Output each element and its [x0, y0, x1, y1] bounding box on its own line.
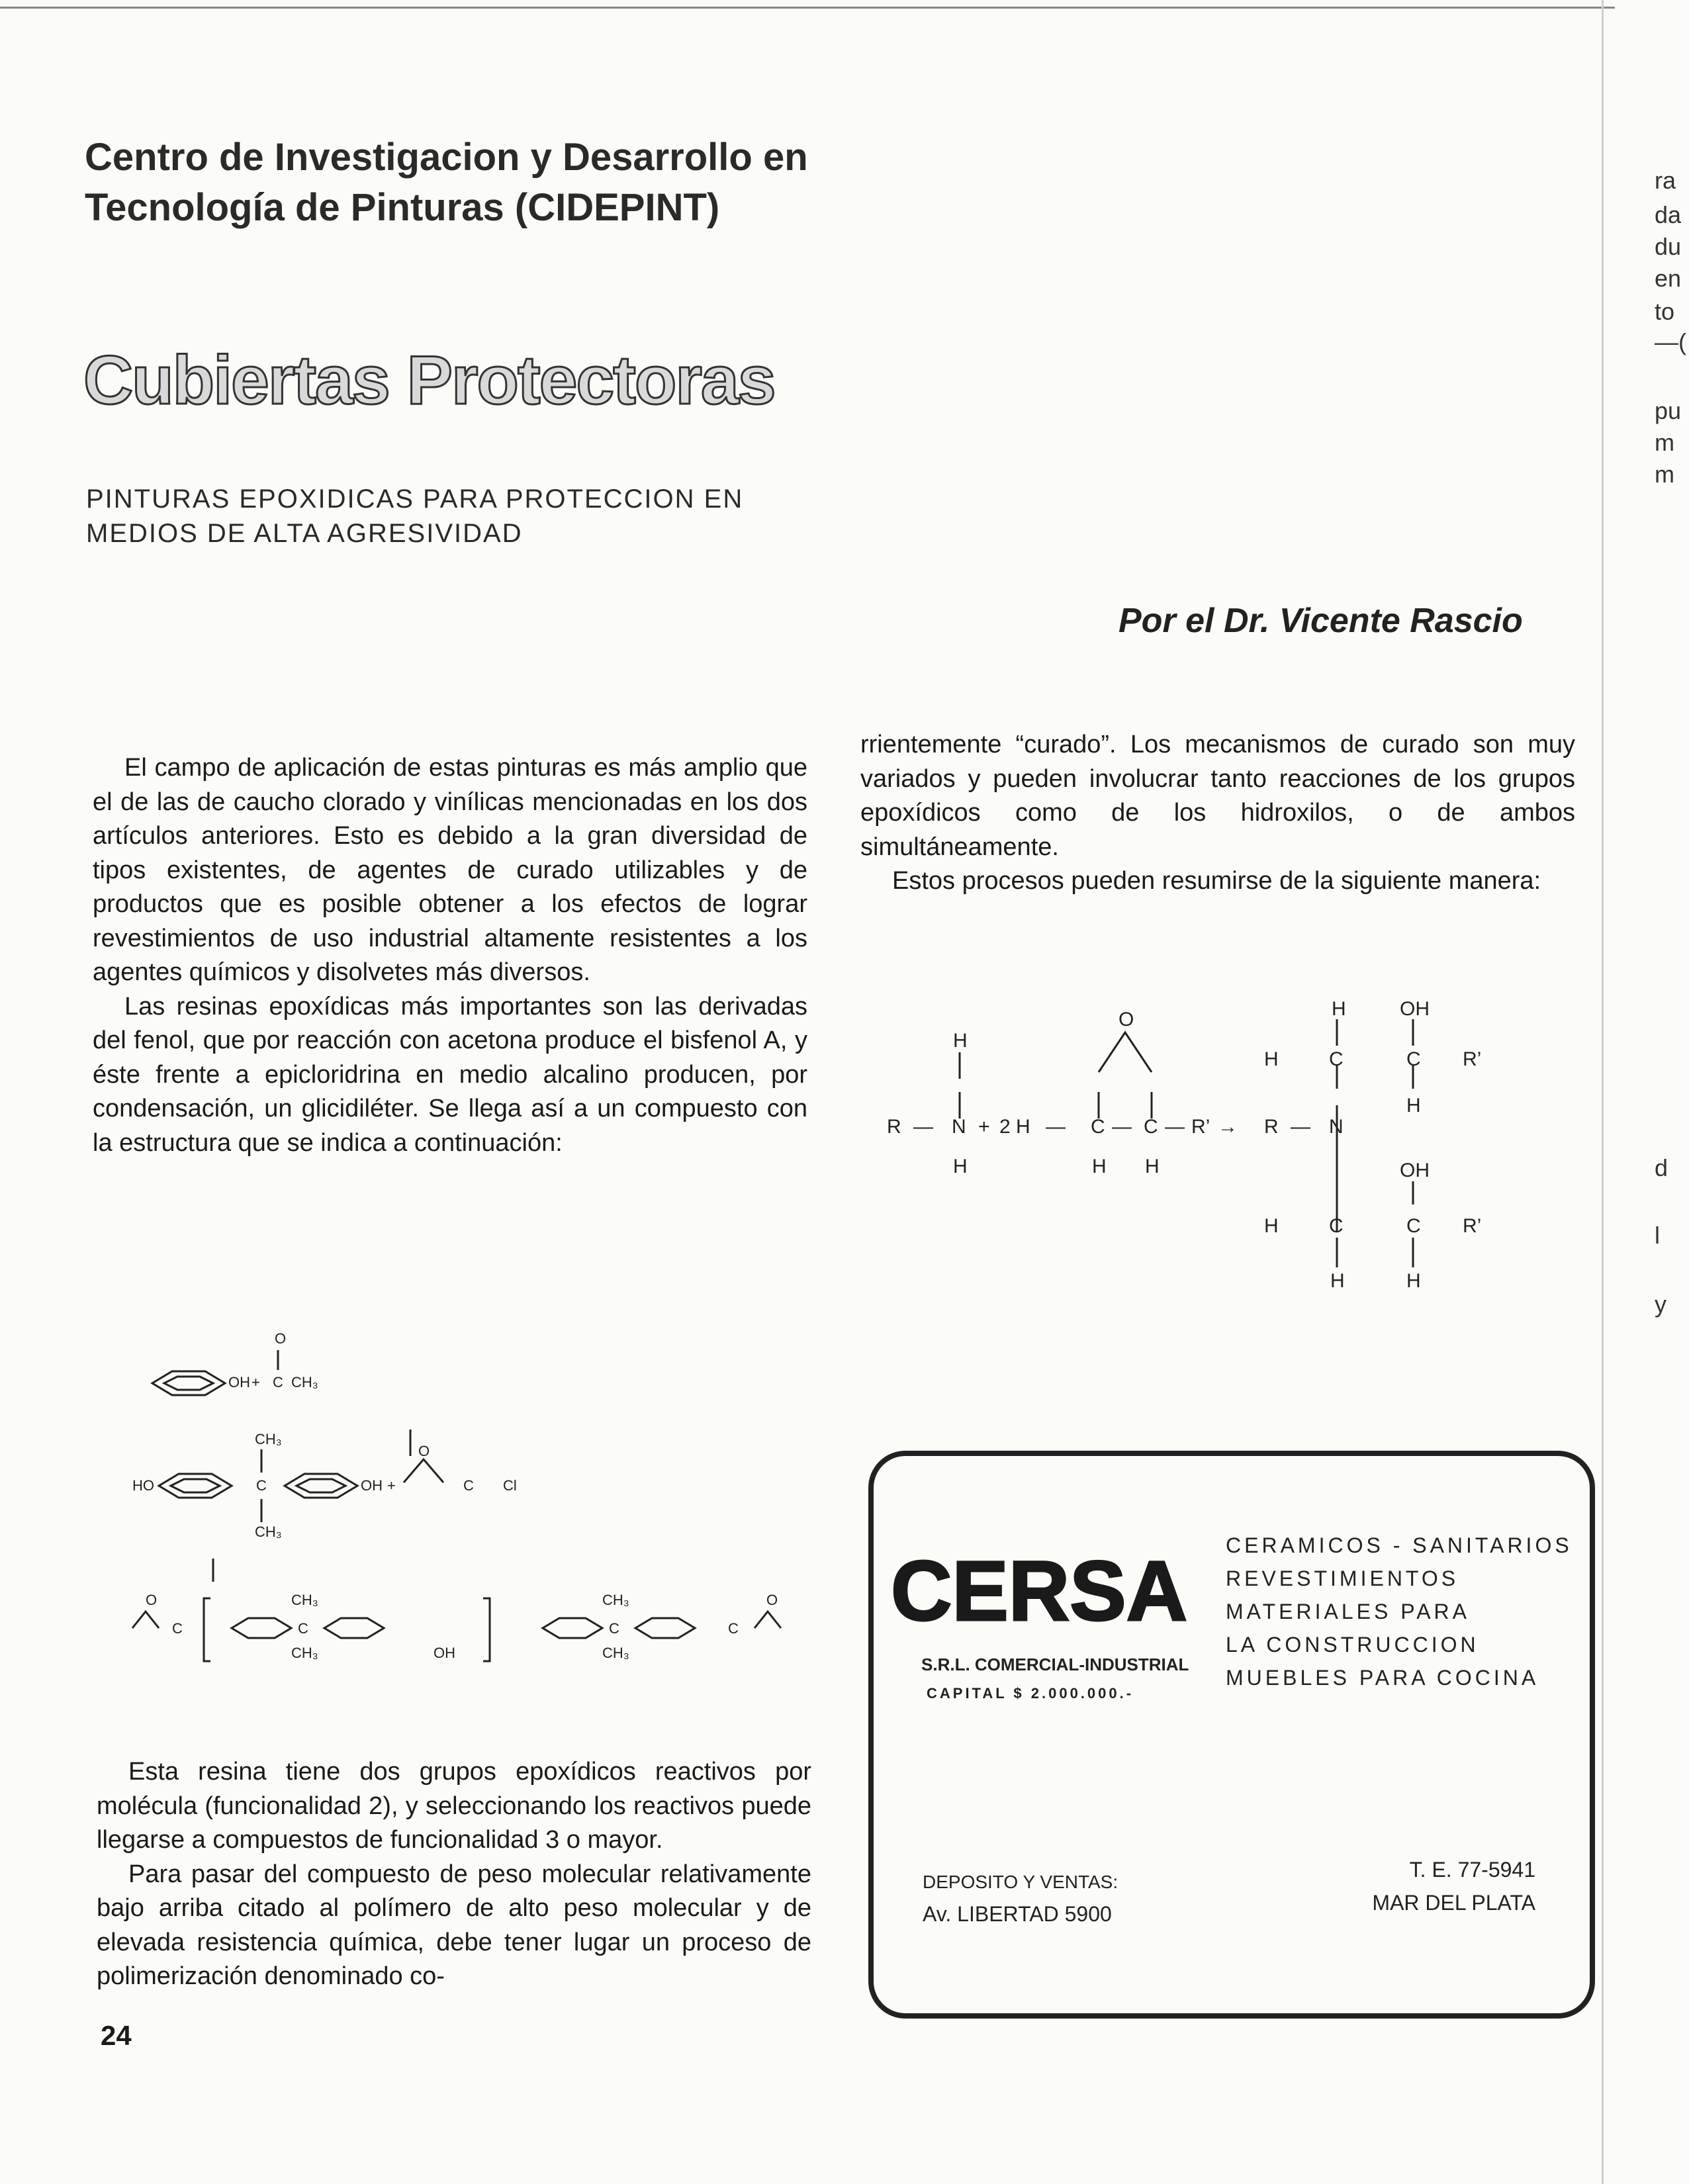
paragraph: Esta resina tiene dos grupos epoxídicos reactivos por molécula (funcionalidad 2), y seleccionando los reactivos puede llegarse a compuestos de funcionalidad 3 o mayor. [97, 1758, 811, 1854]
bisphenol-reaction-diagram [132, 1324, 834, 1694]
chem-label: → [1218, 1116, 1238, 1138]
paragraph: Las resinas epoxídicas más importantes son las derivadas del fenol, que por reacción con acetona produce el bisfenol A, y éste frente a epicloridrina en medio alcalino producen, por condensación, un glicidiléter. Se llega así a un compuesto con la estructura que se indica a continuación: [93, 992, 807, 1157]
article-subtitle [86, 482, 743, 551]
ad-city: MAR DEL PLATA [1372, 1891, 1535, 1915]
chem-label: C [256, 1477, 267, 1494]
chem-label: R’ [1191, 1116, 1210, 1138]
chem-label: — [1291, 1116, 1310, 1138]
page-edge [1602, 0, 1604, 2184]
paragraph: El campo de aplicación de estas pinturas es más amplio que el de las de caucho clorado y vinílicas mencionadas en los dos artículos anteriores. Esto es debido a la gran diversidad de tipos existentes, de agentes de curado utilizables y de productos que es posible obtener a los efectos de lograr revestimientos de uso industrial altamente resistentes a los agentes químicos y disolvetes más diversos. [93, 754, 807, 986]
ad-line: REVESTIMIENTOS [1226, 1567, 1459, 1590]
chem-label: + [251, 1374, 260, 1390]
ad-address-block [923, 1866, 1118, 1930]
chem-label: R’ [1463, 1048, 1482, 1070]
top-rule [0, 0, 1615, 9]
body-column-left-bottom [97, 1755, 811, 1994]
chem-label: N [1329, 1116, 1344, 1138]
ad-line: MATERIALES PARA [1226, 1600, 1470, 1623]
chem-label: + [978, 1116, 990, 1138]
chem-label: C [1329, 1215, 1344, 1237]
chem-label: HO [132, 1477, 154, 1494]
chem-label: N [952, 1116, 966, 1138]
benzene-ring [324, 1618, 384, 1638]
ad-services [1226, 1529, 1573, 1694]
margin-fragment: y [1655, 1291, 1666, 1318]
chem-label: 2 H [999, 1116, 1030, 1138]
margin-fragment: —( [1655, 328, 1686, 355]
chem-label: R [1264, 1116, 1279, 1138]
chem-label: H [953, 1030, 968, 1052]
chem-label: H [1092, 1156, 1107, 1177]
paragraph: rrientemente “curado”. Los mecanismos de curado son muy variados y pueden involucrar tanto reacciones de los grupos epoxídicos como de los hidroxilos, o de ambos simultáneamente. [860, 731, 1575, 861]
margin-fragment: d [1655, 1154, 1668, 1181]
chem-label: CH₃ [602, 1645, 629, 1661]
chem-label: C [1406, 1048, 1421, 1070]
ad-contact-block [1337, 1853, 1535, 1919]
chem-label: O [1118, 1009, 1134, 1030]
ad-line: MUEBLES PARA COCINA [1226, 1666, 1539, 1690]
chem-label: C [298, 1620, 308, 1637]
chem-label: C [463, 1477, 474, 1494]
body-column-left-top [93, 751, 807, 1160]
subtitle-line-1: PINTURAS EPOXIDICAS PARA PROTECCION EN [86, 484, 744, 514]
ad-line: CERAMICOS - SANITARIOS [1226, 1533, 1573, 1557]
chem-label: C [1144, 1116, 1158, 1138]
benzene-ring [232, 1618, 291, 1638]
chem-label: — [1046, 1116, 1066, 1138]
margin-fragment: m [1655, 429, 1674, 456]
chem-label: H [953, 1156, 968, 1177]
ad-deposito: DEPOSITO Y VENTAS: [923, 1872, 1118, 1892]
logo-text: CERSA [890, 1544, 1188, 1639]
margin-fragment: en [1655, 265, 1682, 292]
chem-label: O [766, 1592, 778, 1608]
chem-label: CH₃ [255, 1431, 282, 1447]
chem-label: C [273, 1374, 283, 1390]
ad-phone: T. E. 77-5941 [1409, 1858, 1535, 1882]
margin-fragment: pu [1655, 397, 1682, 424]
chem-label: H [1406, 1270, 1421, 1292]
chem-label: H [1330, 1270, 1345, 1292]
header-line-2: Tecnología de Pinturas (CIDEPINT) [85, 186, 720, 229]
margin-fragment: da [1655, 201, 1682, 228]
page-title: Cubiertas Protectoras [83, 342, 775, 419]
chem-label: R’ [1463, 1215, 1482, 1237]
chem-label: CH₃ [291, 1645, 318, 1661]
section-header [85, 132, 808, 233]
margin-fragment: l [1655, 1222, 1660, 1249]
chem-label: C [1091, 1116, 1105, 1138]
chem-label: C [609, 1620, 619, 1637]
ad-company-type: S.R.L. COMERCIAL-INDUSTRIAL [921, 1655, 1189, 1674]
chem-label: H [1264, 1215, 1279, 1237]
margin-fragment: m [1655, 461, 1674, 488]
chem-label: + [387, 1477, 396, 1494]
chem-label: OH [1400, 1160, 1430, 1181]
benzene-ring [543, 1618, 602, 1638]
chem-label: C [1329, 1048, 1344, 1070]
chem-label: OH [434, 1645, 455, 1661]
chem-label: CH₃ [602, 1592, 629, 1608]
page-number: 24 [101, 2020, 132, 2051]
ad-capital: CAPITAL $ 2.000.000.- [927, 1685, 1134, 1702]
margin-fragment: to [1655, 298, 1675, 325]
chem-label: H [1264, 1048, 1279, 1070]
body-column-right [860, 728, 1575, 899]
chem-label: — [1112, 1116, 1132, 1138]
chem-label: — [1165, 1116, 1185, 1138]
chem-label: Cl [503, 1477, 517, 1494]
curing-reaction-diagram [887, 998, 1522, 1310]
chem-label: R [887, 1116, 901, 1138]
chem-label: OH [228, 1374, 250, 1390]
subtitle-line-2: MEDIOS DE ALTA AGRESIVIDAD [86, 519, 523, 548]
cersa-logo [890, 1542, 1188, 1639]
chem-label: C [1406, 1215, 1421, 1237]
chem-label: CH₃ [291, 1592, 318, 1608]
chem-label: O [146, 1592, 158, 1608]
chem-label: H [1145, 1156, 1160, 1177]
chem-label: C [172, 1620, 183, 1637]
chem-label: O [275, 1330, 287, 1347]
margin-fragment: ra [1655, 167, 1676, 194]
ad-line: LA CONSTRUCCION [1226, 1633, 1479, 1657]
chem-label: — [913, 1116, 933, 1138]
chem-label: H [1406, 1095, 1421, 1116]
paragraph: Estos procesos pueden resumirse de la siguiente manera: [892, 867, 1541, 895]
header-line-1: Centro de Investigacion y Desarrollo en [85, 136, 808, 179]
chem-label: CH₃ [255, 1524, 282, 1540]
chem-label: CH₃ [291, 1374, 318, 1390]
chem-label: C [728, 1620, 739, 1637]
benzene-ring [635, 1618, 695, 1638]
chem-label: H [1332, 998, 1346, 1020]
chem-label: OH [1400, 998, 1430, 1020]
paragraph: Para pasar del compuesto de peso molecular relativamente bajo arriba citado al polímero de alto peso molecular y de elevada resistencia química, debe tener lugar un proceso de polimerización denominado co- [97, 1860, 811, 1990]
ad-address: Av. LIBERTAD 5900 [923, 1902, 1112, 1926]
chem-label: O [418, 1443, 430, 1459]
byline: Por el Dr. Vicente Rascio [1118, 602, 1523, 640]
chem-label: OH [361, 1477, 383, 1494]
advertisement-box [868, 1451, 1595, 2019]
margin-fragment: du [1655, 233, 1682, 260]
